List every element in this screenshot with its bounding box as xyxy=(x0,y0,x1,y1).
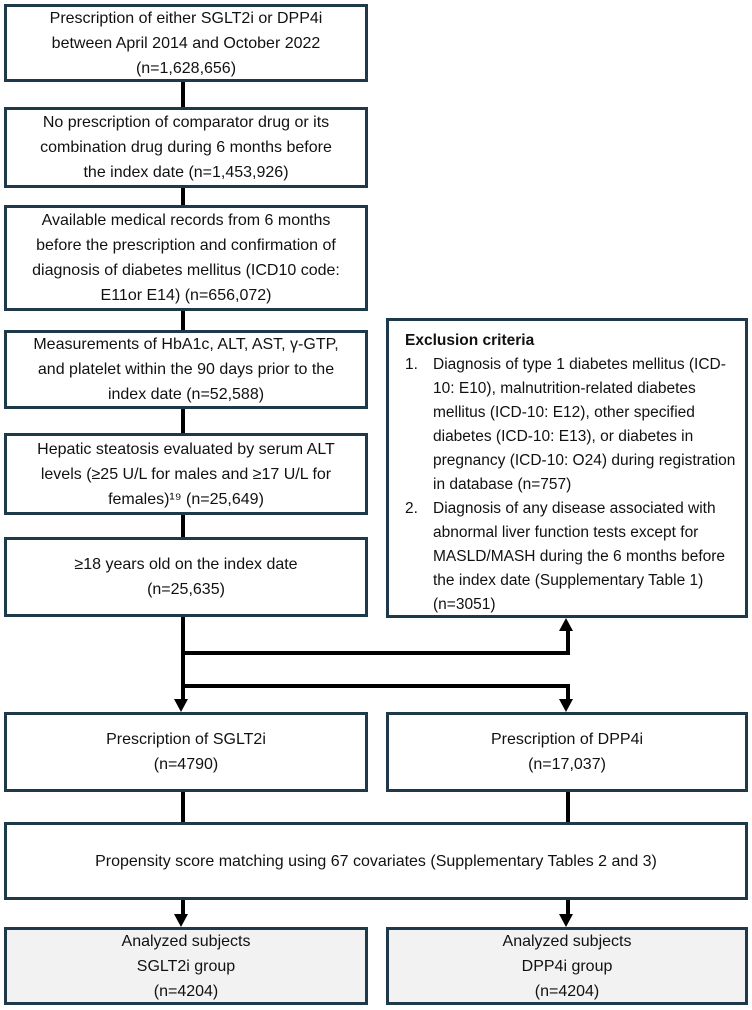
flow-box-text: Measurements of HbA1c, ALT, AST, γ-GTP, and platelet within the 90 days prior to the index date (n=52,588) xyxy=(33,336,339,403)
exclusion-item-text: Diagnosis of type 1 diabetes mellitus (ICD-10: E10), malnutrition-related diabetes mellitus (ICD-10: E12), other specified diabetes (ICD-10: E13), or diabetes in pregnancy (ICD-10: O24) during registration in database (n=757) xyxy=(433,356,736,493)
exclusion-item-number: 1. xyxy=(405,356,418,373)
connector-records-to-measurements xyxy=(181,311,185,330)
flow-box-available-medical-records xyxy=(4,205,368,311)
arrowhead-down-into-dpp4i-icon xyxy=(559,699,573,712)
connector-branch-to-dpp4i xyxy=(181,684,570,688)
flow-box-text: ≥18 years old on the index date (n=25,635) xyxy=(74,556,298,598)
connector-initial-to-no-comparator xyxy=(181,82,185,107)
connector-branch-to-exclusion xyxy=(181,651,570,655)
exclusion-item xyxy=(405,353,741,497)
flow-box-text: Prescription of DPP4i (n=17,037) xyxy=(490,731,644,773)
flow-box-text: Prescription of either SGLT2i or DPP4i between April 2014 and October 2022 (n=1,628,656) xyxy=(49,9,323,77)
flow-box-propensity-matching xyxy=(4,822,748,900)
exclusion-criteria-title: Exclusion criteria xyxy=(405,332,535,349)
flow-box-age-criterion xyxy=(4,537,368,617)
flow-box-exclusion-criteria xyxy=(386,318,748,618)
flow-box-text: Analyzed subjects SGLT2i group (n=4204) xyxy=(121,932,251,1000)
flow-box-lab-measurements xyxy=(4,330,368,409)
flow-box-no-comparator-drug xyxy=(4,107,368,188)
exclusion-item-text: Diagnosis of any disease associated with abnormal liver function tests except for MASLD/MASH during the 6 months before the index date (Supplementary Table 1) (n=3051) xyxy=(433,500,726,613)
arrowhead-up-into-exclusion-icon xyxy=(559,618,573,631)
flow-box-text: Analyzed subjects DPP4i group (n=4204) xyxy=(502,932,632,1000)
flow-box-text: Propensity score matching using 67 covariates (Supplementary Tables 2 and 3) xyxy=(95,852,657,870)
connector-measurements-to-steatosis xyxy=(181,409,185,433)
arrowhead-down-into-sglt2i-icon xyxy=(174,699,188,712)
connector-no-comparator-to-records xyxy=(181,188,185,205)
flow-box-analyzed-sglt2i-group xyxy=(4,927,368,1005)
flow-box-dpp4i-prescription xyxy=(386,712,748,792)
flow-box-hepatic-steatosis xyxy=(4,433,368,515)
connector-steatosis-to-age xyxy=(181,515,185,537)
arrowhead-down-into-analyzed-sglt2i-icon xyxy=(174,914,188,927)
connector-dpp4i-to-propensity xyxy=(566,792,570,822)
arrowhead-down-into-analyzed-dpp4i-icon xyxy=(559,914,573,927)
flow-box-text: Hepatic steatosis evaluated by serum ALT levels (≥25 U/L for males and ≥17 U/L for females)¹⁹ (n=25,649) xyxy=(37,440,335,508)
flow-box-sglt2i-prescription xyxy=(4,712,368,792)
exclusion-item xyxy=(405,497,741,617)
flow-box-text: Available medical records from 6 months before the prescription and confirmation of diagnosis of diabetes mellitus (ICD10 code: E11or E14) (n=656,072) xyxy=(32,212,340,304)
flow-box-text: No prescription of comparator drug or its combination drug during 6 months before the index date (n=1,453,926) xyxy=(40,114,332,181)
connector-age-to-sglt2i-stem xyxy=(181,617,185,702)
connector-sglt2i-to-propensity xyxy=(181,792,185,822)
flow-box-initial-prescription xyxy=(4,4,368,82)
flow-box-analyzed-dpp4i-group xyxy=(386,927,748,1005)
exclusion-item-number: 2. xyxy=(405,500,418,517)
flow-box-text: Prescription of SGLT2i (n=4790) xyxy=(106,731,266,773)
